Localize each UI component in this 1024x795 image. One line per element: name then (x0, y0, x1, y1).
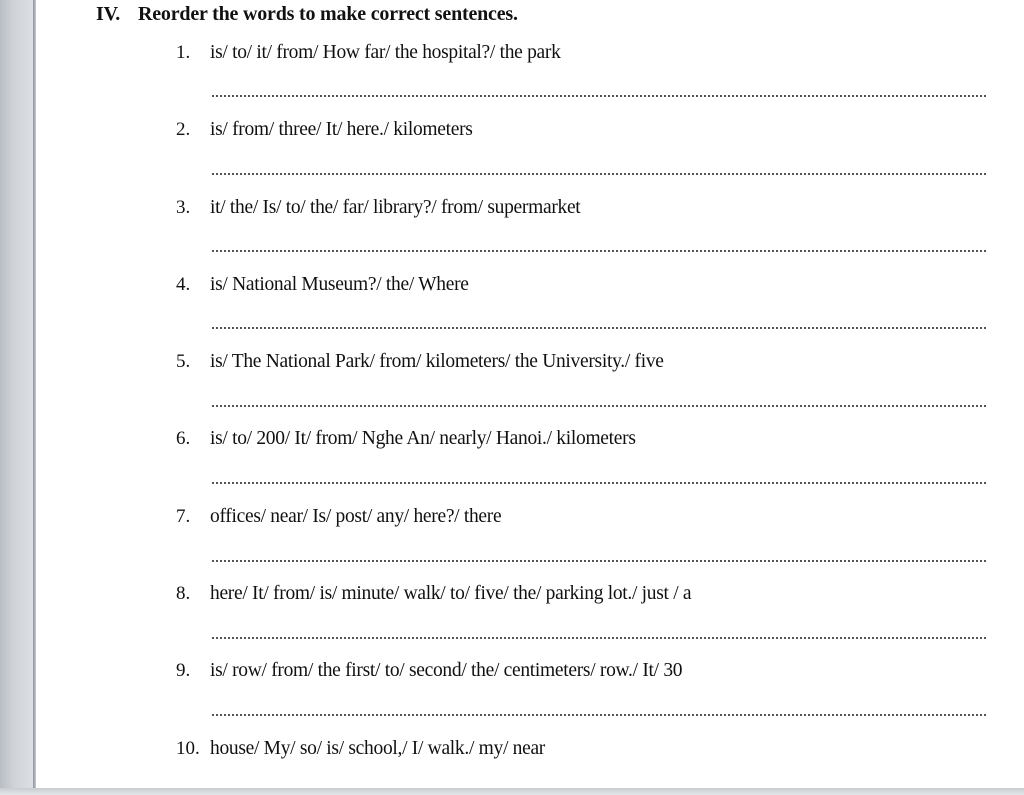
item-number: 5. (176, 351, 191, 372)
item-number: 7. (176, 506, 191, 527)
item-words: is/ National Museum?/ the/ Where (210, 274, 469, 295)
answer-line-7[interactable] (212, 560, 986, 562)
answer-line-2[interactable] (212, 173, 986, 175)
section-number: IV. (96, 3, 121, 25)
answer-line-4[interactable] (212, 327, 986, 329)
item-number: 1. (176, 42, 191, 63)
answer-line-9[interactable] (212, 714, 986, 716)
answer-line-3[interactable] (212, 250, 986, 252)
answer-line-5[interactable] (212, 405, 986, 407)
item-number: 9. (176, 660, 191, 681)
item-words: offices/ near/ Is/ post/ any/ here?/ there (210, 506, 502, 527)
item-words: is/ to/ it/ from/ How far/ the hospital?/ the park (210, 42, 561, 63)
item-words: is/ from/ three/ It/ here./ kilometers (210, 119, 473, 140)
answer-line-8[interactable] (212, 637, 986, 639)
item-words: is/ row/ from/ the first/ to/ second/ the/ centimeters/ row./ It/ 30 (210, 660, 683, 681)
exercise-item-9 (0, 660, 1024, 684)
section-heading (96, 3, 518, 26)
bottom-scroll-area (0, 788, 1024, 795)
exercise-item-4 (0, 274, 1024, 298)
item-number: 4. (176, 274, 191, 295)
item-words: is/ to/ 200/ It/ from/ Nghe An/ nearly/ Hanoi./ kilometers (210, 428, 636, 449)
item-number: 6. (176, 428, 191, 449)
exercise-item-8 (0, 583, 1024, 607)
exercise-item-10 (0, 738, 1024, 762)
exercise-item-3 (0, 197, 1024, 221)
item-number: 2. (176, 119, 191, 140)
exercise-item-7 (0, 506, 1024, 530)
item-words: is/ The National Park/ from/ kilometers/ the University./ five (210, 351, 664, 372)
exercise-item-2 (0, 119, 1024, 143)
exercise-item-5 (0, 351, 1024, 375)
item-words: it/ the/ Is/ to/ the/ far/ library?/ from/ supermarket (210, 197, 581, 218)
exercise-item-1 (0, 42, 1024, 66)
item-number: 3. (176, 197, 191, 218)
item-words: here/ It/ from/ is/ minute/ walk/ to/ five/ the/ parking lot./ just / a (210, 583, 692, 604)
item-words: house/ My/ so/ is/ school,/ I/ walk./ my/ near (210, 738, 546, 759)
section-title: Reorder the words to make correct sentences. (138, 3, 518, 25)
answer-line-1[interactable] (212, 95, 986, 97)
item-number: 8. (176, 583, 191, 604)
answer-line-6[interactable] (212, 482, 986, 484)
item-number: 10. (176, 738, 200, 759)
exercise-item-6 (0, 428, 1024, 452)
